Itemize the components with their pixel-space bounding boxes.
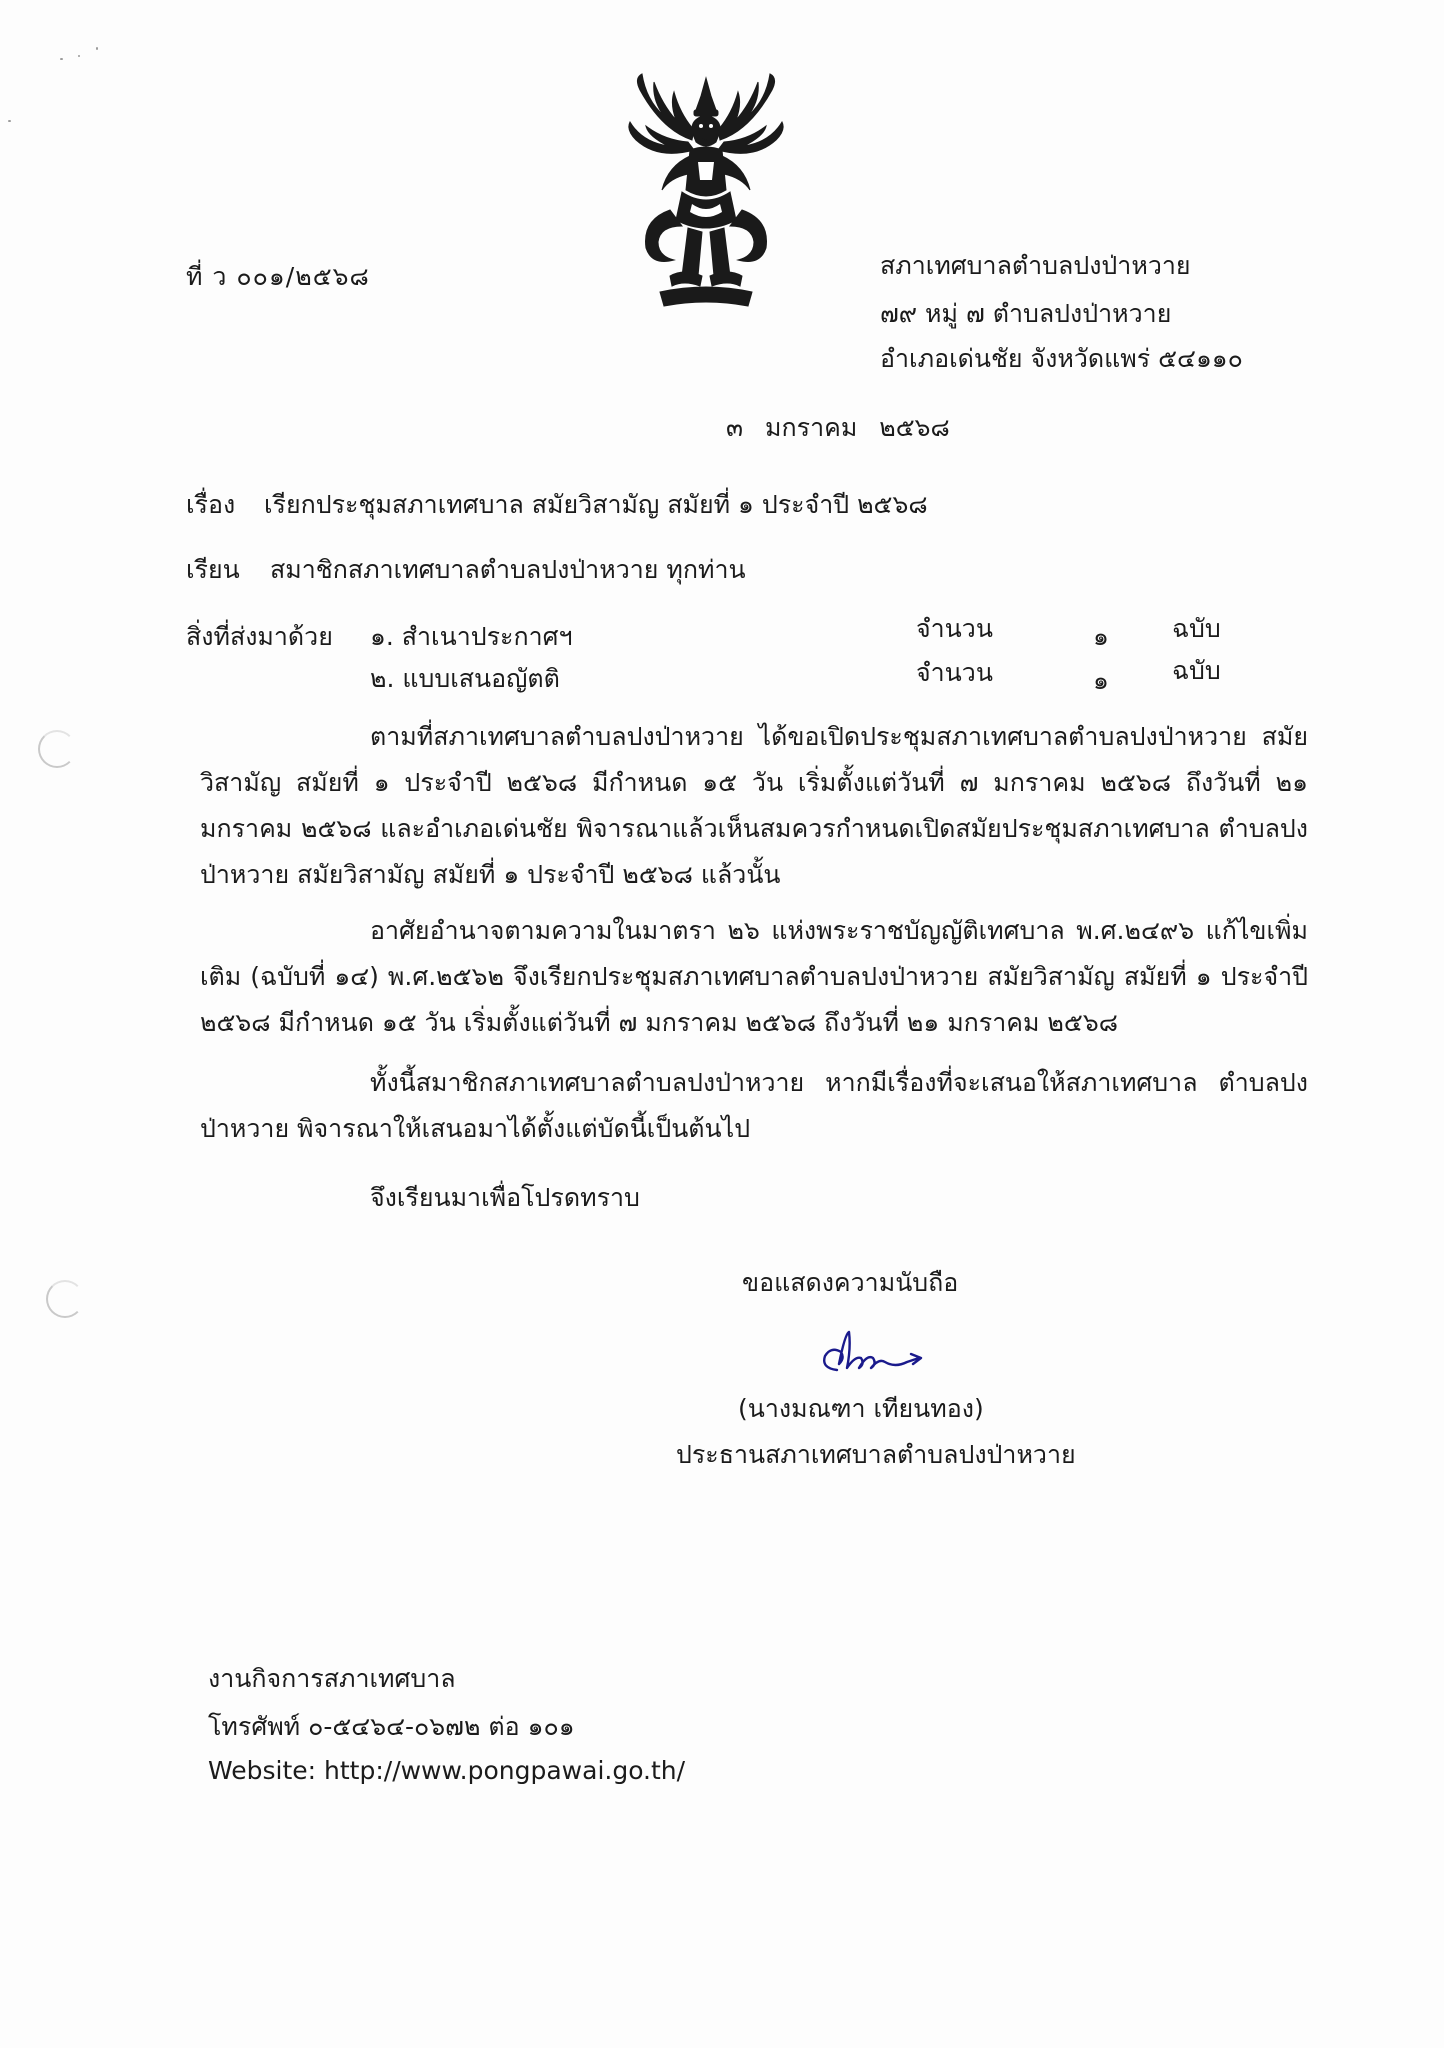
paragraph-text: ทั้งนี้สมาชิกสภาเทศบาลตำบลปงป่าหวาย หากมีเรื่องที่จะเสนอให้สภาเทศบาล ตำบลปงป่าหวาย พิจารณาให้เสนอมาได้ตั้งแต่บัดนี้เป็นต้นไป — [200, 1068, 1308, 1143]
enclosure-unit: ฉบับ — [1172, 656, 1221, 685]
subject-text: เรียกประชุมสภาเทศบาล สมัยวิสามัญ สมัยที่ ๑ ประจำปี ๒๕๖๘ — [264, 490, 928, 519]
sender-address-line: อำเภอเด่นชัย จังหวัดแพร่ ๕๔๑๑๐ — [880, 344, 1243, 373]
punch-hole-mark — [46, 1280, 84, 1318]
scan-speck — [8, 120, 11, 122]
enclosure-unit: ฉบับ — [1172, 614, 1221, 643]
sender-address-line: ๗๙ หมู่ ๗ ตำบลปงป่าหวาย — [880, 299, 1172, 328]
footer-website: Website: http://www.pongpawai.go.th/ — [208, 1756, 686, 1785]
letter-date: ๓ มกราคม ๒๕๖๘ — [726, 413, 950, 442]
enclosure-qty: ๑ — [1093, 666, 1109, 695]
body-paragraph — [200, 714, 1308, 898]
enclosures-label: สิ่งที่ส่งมาด้วย — [186, 622, 333, 651]
enclosure-qty: ๑ — [1093, 622, 1109, 651]
subject-label: เรื่อง — [186, 490, 236, 519]
enclosure-qty-label: จำนวน — [916, 614, 993, 643]
scan-speck — [78, 55, 80, 57]
scan-speck — [60, 58, 63, 60]
recipient-label: เรียน — [186, 555, 240, 584]
body-paragraph — [200, 908, 1308, 1046]
enclosure-title: ๑. สำเนาประกาศฯ — [370, 622, 573, 651]
sender-name: สภาเทศบาลตำบลปงป่าหวาย — [880, 251, 1191, 280]
signer-name: (นางมณฑา เทียนทอง) — [738, 1394, 984, 1423]
complimentary-close: ขอแสดงความนับถือ — [742, 1268, 959, 1297]
closing-line: จึงเรียนมาเพื่อโปรดทราบ — [370, 1183, 640, 1212]
garuda-emblem-icon — [612, 70, 800, 310]
body-paragraph — [200, 1060, 1308, 1152]
signer-title: ประธานสภาเทศบาลตำบลปงป่าหวาย — [676, 1440, 1076, 1469]
paragraph-text: ตามที่สภาเทศบาลตำบลปงป่าหวาย ได้ขอเปิดประชุมสภาเทศบาลตำบลปงป่าหวาย สมัยวิสามัญ สมัยที่ ๑ ประจำปี ๒๕๖๘ มีกำหนด ๑๕ วัน เริ่มตั้งแต่วันที่ ๗ มกราคม ๒๕๖๘ ถึงวันที่ ๒๑ มกราคม ๒๕๖๘ และอำเภอเด่นชัย พิจารณาแล้วเห็นสมควรกำหนดเปิดสมัยประชุมสภาเทศบาล ตำบลปงป่าหวาย สมัยวิสามัญ สมัยที่ ๑ ประจำปี ๒๕๖๘ แล้วนั้น — [200, 722, 1308, 889]
punch-hole-mark — [38, 730, 76, 768]
enclosure-title: ๒. แบบเสนอญัตติ — [370, 664, 560, 693]
scan-speck — [96, 47, 98, 50]
handwritten-signature — [815, 1328, 935, 1380]
reference-number: ที่ ว ๐๐๑/๒๕๖๘ — [186, 262, 370, 291]
footer-department: งานกิจการสภาเทศบาล — [208, 1664, 456, 1693]
footer-phone: โทรศัพท์ ๐-๕๔๖๔-๐๖๗๒ ต่อ ๑๐๑ — [208, 1712, 575, 1741]
recipient-text: สมาชิกสภาเทศบาลตำบลปงป่าหวาย ทุกท่าน — [270, 555, 746, 584]
paragraph-text: อาศัยอำนาจตามความในมาตรา ๒๖ แห่งพระราชบัญญัติเทศบาล พ.ศ.๒๔๙๖ แก้ไขเพิ่มเติม (ฉบับที่ ๑๔) พ.ศ.๒๕๖๒ จึงเรียกประชุมสภาเทศบาลตำบลปงป่าหวาย สมัยวิสามัญ สมัยที่ ๑ ประจำปี ๒๕๖๘ มีกำหนด ๑๕ วัน เริ่มตั้งแต่วันที่ ๗ มกราคม ๒๕๖๘ ถึงวันที่ ๒๑ มกราคม ๒๕๖๘ — [200, 916, 1308, 1037]
enclosure-qty-label: จำนวน — [916, 658, 993, 687]
